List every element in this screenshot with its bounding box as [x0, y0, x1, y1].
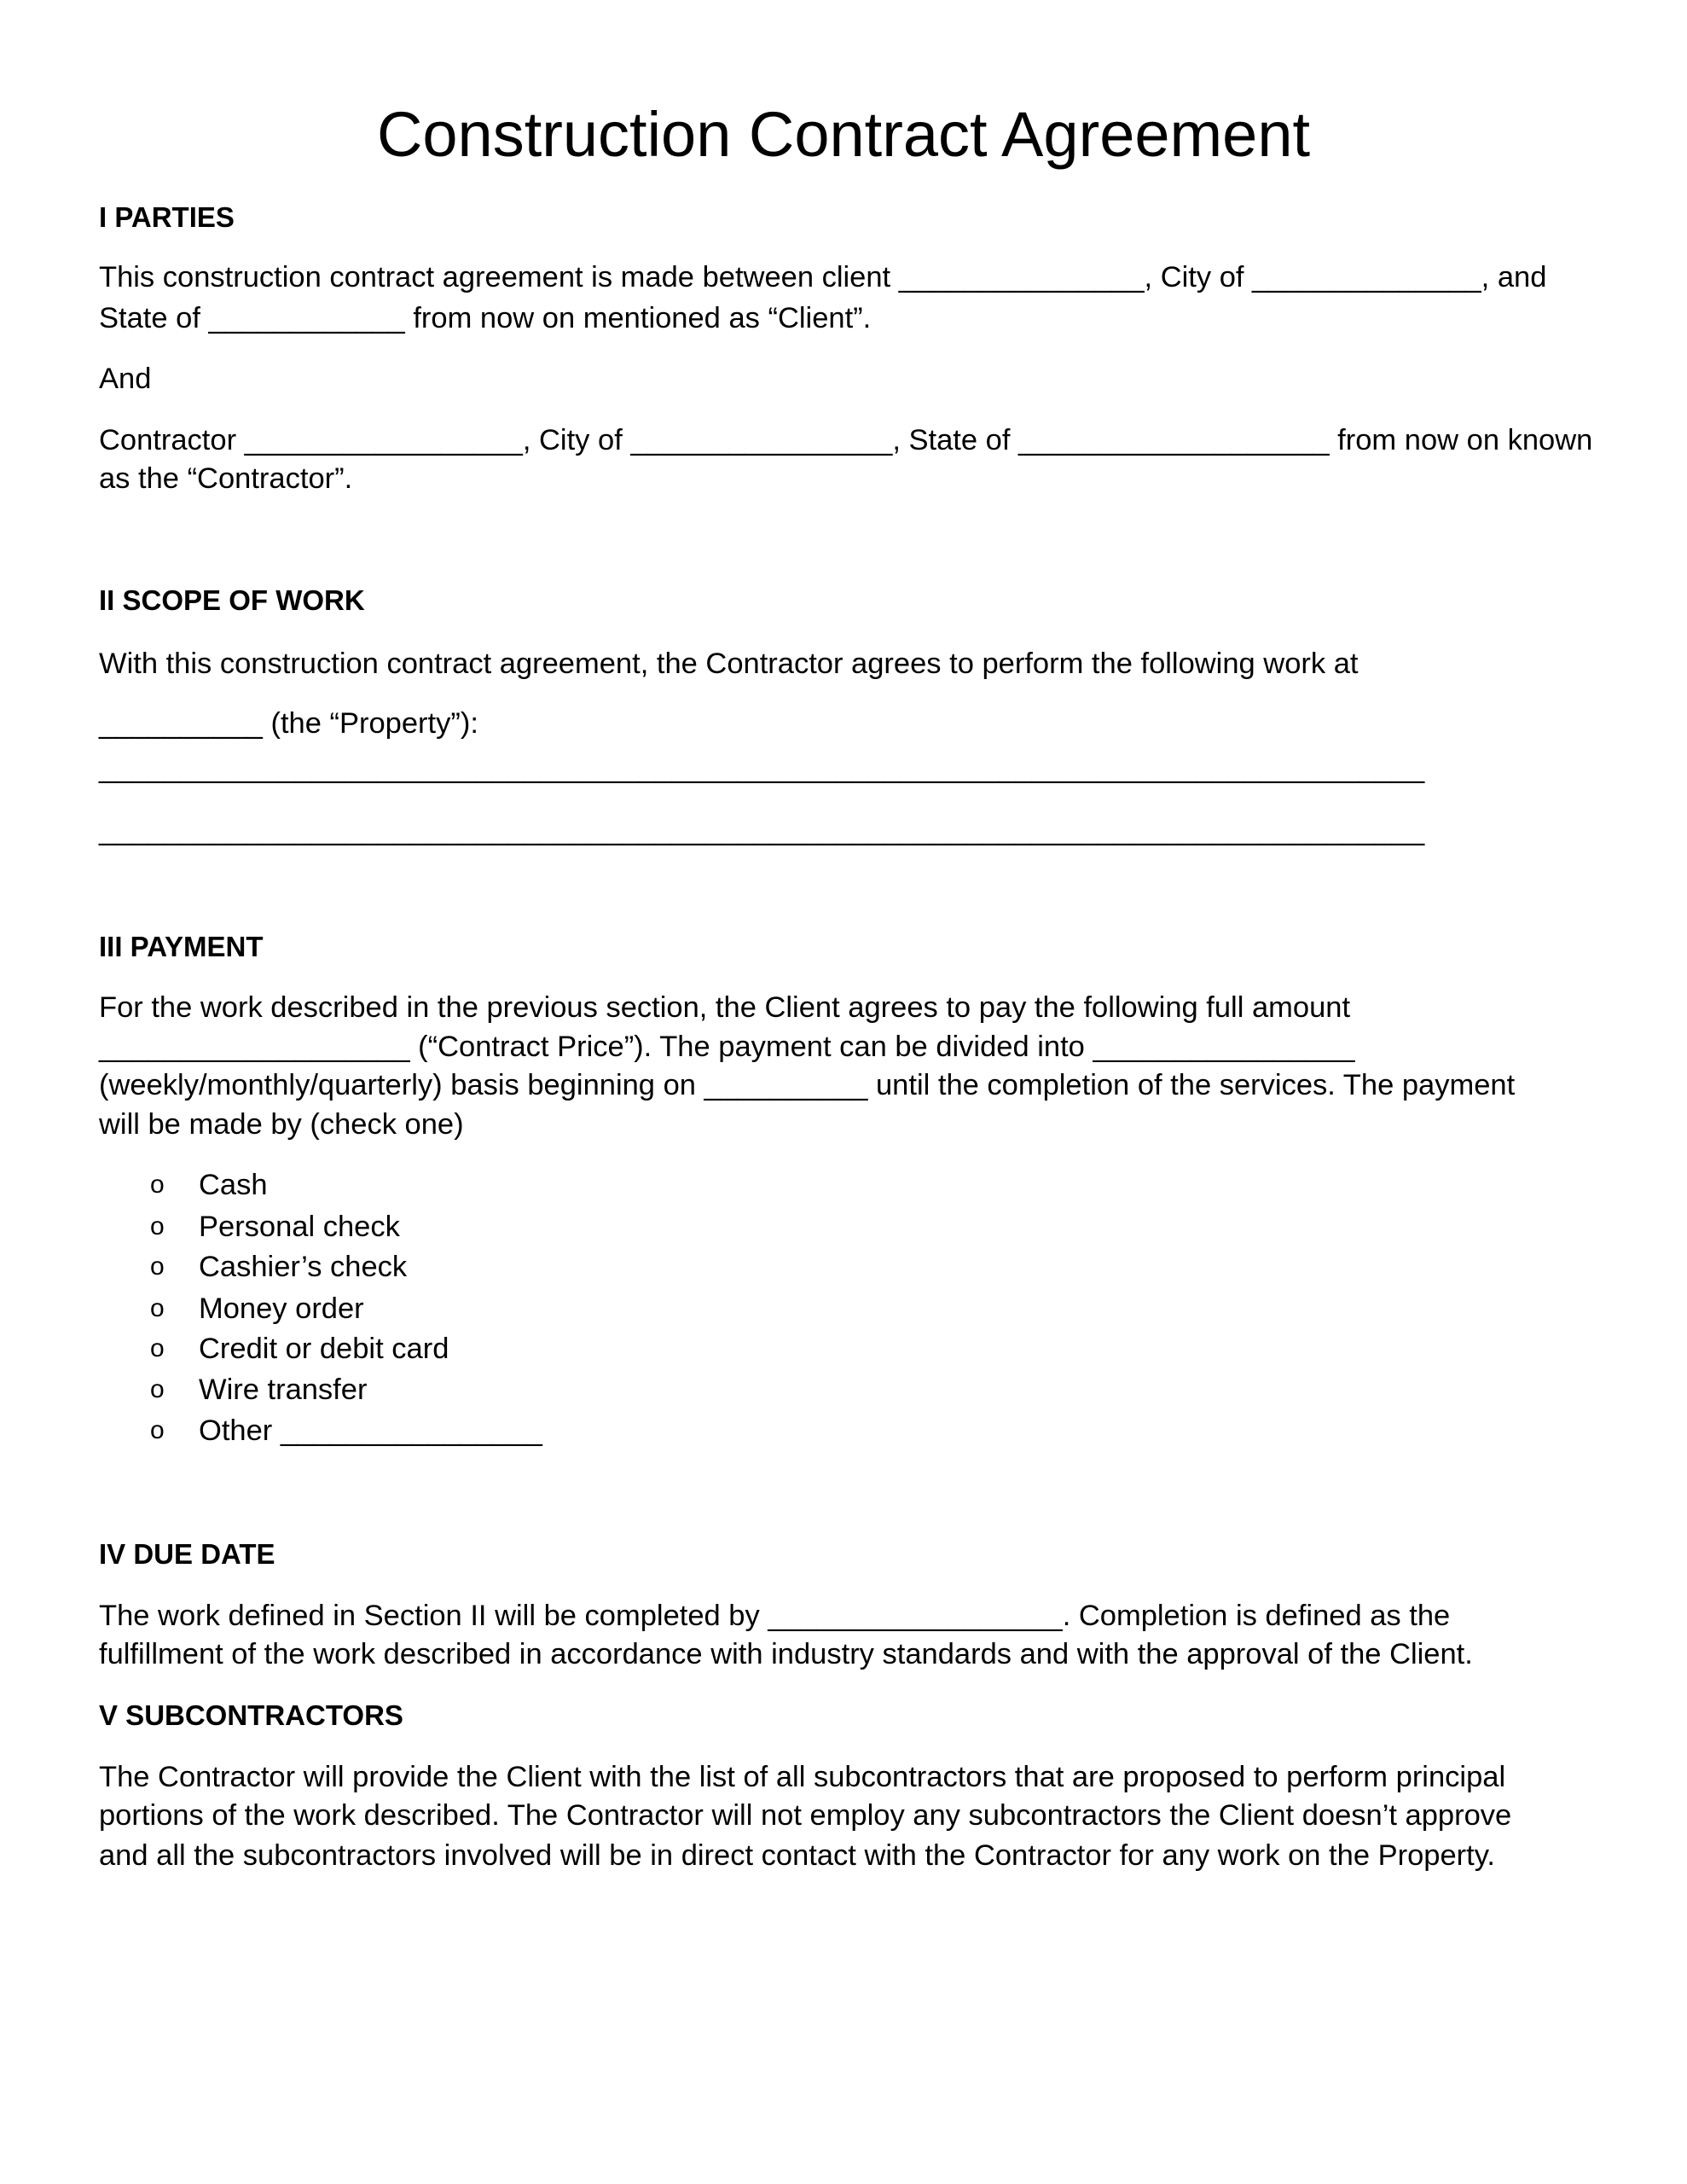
payment-option: Other ________________	[199, 1414, 542, 1447]
section-heading-payment: III PAYMENT	[99, 931, 264, 962]
bullet-icon: o	[150, 1416, 165, 1444]
scope-line: With this construction contract agreement, the Contractor agrees to perform the following work at	[99, 648, 1359, 680]
section-heading-due-date: IV DUE DATE	[99, 1538, 275, 1570]
parties-line: And	[99, 363, 152, 395]
parties-line: Contractor _________________, City of ________________, State of ___________________ from now on known	[99, 424, 1593, 456]
document-title: Construction Contract Agreement	[376, 99, 1311, 170]
section-heading-scope: II SCOPE OF WORK	[99, 584, 365, 616]
scope-blank-line: _________________________________________________________________________________	[99, 752, 1425, 784]
payment-line: will be made by (check one)	[99, 1108, 464, 1141]
payment-line: ___________________ (“Contract Price”). The payment can be divided into ________________	[99, 1031, 1355, 1063]
parties-line: as the “Contractor”.	[99, 462, 353, 495]
scope-blank-line: _________________________________________________________________________________	[99, 814, 1425, 846]
scope-line: __________ (the “Property”):	[99, 707, 478, 740]
section-heading-subcontractors: V SUBCONTRACTORS	[99, 1699, 403, 1731]
payment-option: Cash	[199, 1169, 268, 1201]
due-date-line: The work defined in Section II will be completed by __________________. Completion is defined as the	[99, 1600, 1451, 1632]
subcontractors-line: portions of the work described. The Contractor will not employ any subcontractors the Client doesn’t approve	[99, 1799, 1512, 1832]
payment-option: Wire transfer	[199, 1374, 368, 1406]
subcontractors-line: The Contractor will provide the Client with the list of all subcontractors that are proposed to perform principal	[99, 1761, 1506, 1793]
subcontractors-line: and all the subcontractors involved will be in direct contact with the Contractor for any work on the Property.	[99, 1839, 1495, 1872]
bullet-icon: o	[150, 1212, 165, 1240]
section-heading-parties: I PARTIES	[99, 201, 235, 233]
parties-line: State of ____________ from now on mentioned as “Client”.	[99, 302, 872, 334]
payment-option: Money order	[199, 1292, 364, 1325]
payment-option: Cashier’s check	[199, 1251, 408, 1283]
bullet-icon: o	[150, 1170, 165, 1199]
payment-option: Personal check	[199, 1211, 400, 1243]
bullet-icon: o	[150, 1294, 165, 1322]
parties-line: This construction contract agreement is made between client _______________, City of ______________, and	[99, 261, 1547, 293]
bullet-icon: o	[150, 1252, 165, 1281]
payment-line: (weekly/monthly/quarterly) basis beginning on __________ until the completion of the services. The payment	[99, 1069, 1516, 1101]
payment-option: Credit or debit card	[199, 1333, 449, 1365]
bullet-icon: o	[150, 1334, 165, 1362]
payment-line: For the work described in the previous section, the Client agrees to pay the following full amount	[99, 991, 1351, 1024]
bullet-icon: o	[150, 1375, 165, 1403]
due-date-line: fulfillment of the work described in accordance with industry standards and with the approval of the Client.	[99, 1638, 1473, 1670]
